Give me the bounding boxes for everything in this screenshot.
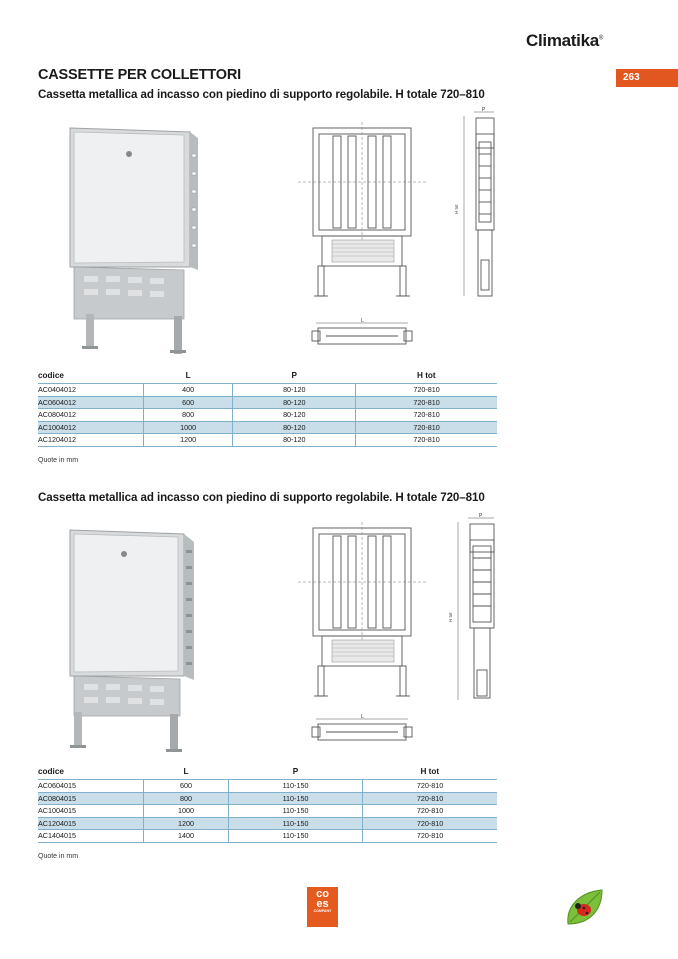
product-subtitle: Cassetta metallica ad incasso con piedino di supporto regolabile. H totale 720–810 (38, 491, 485, 504)
units-note: Quote in mm (38, 853, 79, 860)
coes-company-logo (307, 887, 338, 927)
page-number-tab: 263 (616, 69, 678, 87)
header-codice: codice (38, 369, 144, 384)
table-row (38, 830, 497, 843)
table-row (38, 396, 497, 409)
table-header-row (38, 369, 497, 384)
cell-p: 80-120 (233, 409, 356, 422)
cell-h: 720-810 (363, 780, 497, 793)
cell-p: 110-150 (228, 805, 362, 818)
front-view-drawing (296, 520, 430, 760)
cell-h: 720-810 (356, 396, 497, 409)
table-row (38, 805, 497, 818)
section-title: CASSETTE PER COLLETTORI (38, 67, 241, 83)
top-view (312, 328, 412, 344)
header-l: L (144, 765, 229, 780)
brand-logo (526, 31, 603, 51)
cell-code: AC1204012 (38, 434, 144, 447)
cell-p: 80-120 (233, 421, 356, 434)
header-codice: codice (38, 765, 144, 780)
cabinet-photo (66, 526, 202, 758)
cell-h: 720-810 (356, 421, 497, 434)
brand-mark: ® (598, 35, 604, 42)
table-row (38, 780, 497, 793)
cell-p: 110-150 (228, 830, 362, 843)
table-row (38, 409, 497, 422)
cell-p: 80-120 (233, 396, 356, 409)
cell-l: 1200 (144, 434, 233, 447)
cell-p: 110-150 (228, 817, 362, 830)
side-view-drawing (448, 104, 504, 300)
cell-p: 80-120 (233, 384, 356, 397)
cell-p: 110-150 (228, 780, 362, 793)
support-leg-left (74, 712, 82, 748)
cell-code: AC1404015 (38, 830, 144, 843)
cell-code: AC1004012 (38, 421, 144, 434)
table-row (38, 792, 497, 805)
grille (332, 640, 394, 662)
support-leg-left (86, 314, 94, 349)
cell-h: 720-810 (356, 384, 497, 397)
front-view-drawing (296, 118, 430, 358)
header-htot: H tot (363, 765, 497, 780)
cabinet-lower-panel (74, 676, 180, 716)
cell-code: AC1004015 (38, 805, 144, 818)
table-row (38, 384, 497, 397)
brand-name: Climatika (526, 31, 599, 50)
dim-l-label: L (361, 714, 364, 720)
spec-table (38, 369, 497, 447)
support-leg-right (170, 714, 178, 752)
support-leg-right (174, 316, 182, 354)
logo-line-es: es (316, 898, 329, 910)
dim-p-label: P (479, 513, 483, 519)
header-p: P (233, 369, 356, 384)
cell-l: 1200 (144, 817, 229, 830)
cell-l: 600 (144, 396, 233, 409)
cell-l: 1400 (144, 830, 229, 843)
cell-code: AC0804015 (38, 792, 144, 805)
table-row (38, 421, 497, 434)
dim-h-label: H tot (454, 204, 459, 214)
cell-code: AC0804012 (38, 409, 144, 422)
product-subtitle: Cassetta metallica ad incasso con piedino di supporto regolabile. H totale 720–810 (38, 88, 485, 101)
cell-p: 110-150 (228, 792, 362, 805)
cabinet-photo (66, 124, 202, 356)
cell-h: 720-810 (363, 792, 497, 805)
dim-p-label: P (482, 107, 486, 113)
ladybug-leaf-icon (562, 886, 606, 930)
cell-code: AC0604015 (38, 780, 144, 793)
cell-h: 720-810 (363, 805, 497, 818)
header-p: P (228, 765, 362, 780)
table-row (38, 817, 497, 830)
cell-h: 720-810 (356, 434, 497, 447)
side-view-drawing (444, 510, 504, 706)
cell-l: 800 (144, 792, 229, 805)
cell-h: 720-810 (363, 830, 497, 843)
dim-l-label: L (361, 318, 364, 324)
cell-l: 400 (144, 384, 233, 397)
grille (332, 240, 394, 262)
top-view (312, 724, 412, 740)
cell-code: AC0604012 (38, 396, 144, 409)
cell-h: 720-810 (363, 817, 497, 830)
cell-code: AC0404012 (38, 384, 144, 397)
header-l: L (144, 369, 233, 384)
header-htot: H tot (356, 369, 497, 384)
table-row (38, 434, 497, 447)
logo-line-co: co (316, 888, 329, 900)
cell-l: 800 (144, 409, 233, 422)
units-note: Quote in mm (38, 457, 79, 464)
door-lock-icon (121, 551, 127, 557)
cabinet-side (184, 534, 194, 680)
cell-p: 80-120 (233, 434, 356, 447)
cabinet-side (190, 132, 198, 270)
cell-l: 600 (144, 780, 229, 793)
cell-l: 1000 (144, 805, 229, 818)
cell-h: 720-810 (356, 409, 497, 422)
logo-small-text: COMPANY (313, 909, 332, 913)
cell-code: AC1204015 (38, 817, 144, 830)
dim-h-label: H tot (448, 612, 453, 622)
cell-l: 1000 (144, 421, 233, 434)
door-lock-icon (126, 151, 132, 157)
spec-table (38, 765, 497, 843)
table-header-row (38, 765, 497, 780)
